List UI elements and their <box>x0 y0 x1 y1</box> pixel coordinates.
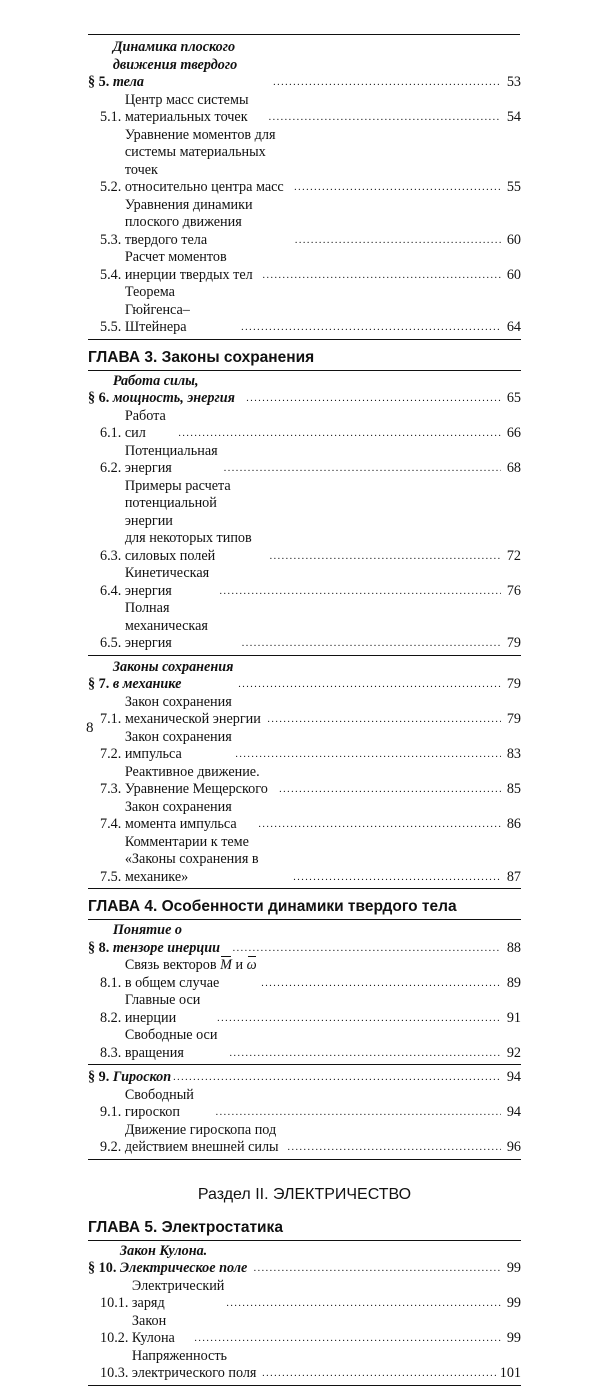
toc-entry-10-2[interactable]: 10.2. Закон Кулона . . . 99 <box>88 1313 521 1348</box>
page-ref: 76 <box>506 582 521 599</box>
toc-entry-5-3[interactable]: 5.3. Уравнения динамики плоского движения твердого тела . . . 60 <box>88 197 521 250</box>
leader-dots <box>254 1259 501 1278</box>
toc-entry-7-4[interactable]: 7.4. Закон сохранения момента импульса . . . 86 <box>88 799 521 834</box>
toc-entry-5-4[interactable]: 5.4. Расчет моментов инерции твердых тел . . . 60 <box>88 249 521 284</box>
toc-entry-6-3[interactable]: 6.3. Примеры расчета потенциальной энергии для некоторых типов силовых полей . . . 72 <box>88 478 521 566</box>
section-5-block <box>88 39 521 340</box>
toc-entry-10-3[interactable]: 10.3. Напряженность электрического поля . . . 101 <box>88 1348 521 1383</box>
leader-dots <box>230 1044 501 1063</box>
section-6-block <box>88 373 521 656</box>
chapter-4-heading: ГЛАВА 4. Особенности динамики твердого тела <box>88 897 521 920</box>
toc-entry-6-2[interactable]: 6.2. Потенциальная энергия . . . 68 <box>88 443 521 478</box>
leader-dots <box>294 178 501 197</box>
toc-entry-6-1[interactable]: 6.1. Работа сил . . . 66 <box>88 408 521 443</box>
leader-dots <box>241 318 501 337</box>
section-7-block <box>88 659 521 890</box>
page-ref: 99 <box>506 1295 521 1311</box>
toc-entry-9-1[interactable]: 9.1. Свободный гироскоп . . . 94 <box>88 1087 521 1122</box>
leader-dots <box>246 389 501 408</box>
page-ref: 86 <box>506 816 521 832</box>
section-8-block <box>88 922 521 1065</box>
leader-dots <box>226 1294 501 1313</box>
leader-dots <box>288 1138 501 1157</box>
toc-entry-section-6[interactable]: § 6. Работа силы, мощность, энергия . . . 65 <box>88 373 521 408</box>
page-ref: 94 <box>506 1069 521 1085</box>
leader-dots <box>194 1329 501 1348</box>
leader-dots <box>238 675 501 694</box>
leader-dots <box>216 1103 501 1122</box>
leader-dots <box>258 815 501 834</box>
leader-dots <box>178 424 501 443</box>
toc-entry-section-8[interactable]: § 8. Понятие о тензоре инерции . . . 88 <box>88 922 521 957</box>
top-rule <box>88 34 520 35</box>
toc-entry-8-1[interactable]: 8.1. Связь векторов M и ω в общем случае . . . 89 <box>88 957 521 992</box>
page-ref: 96 <box>506 1139 521 1155</box>
chapter-5-heading: ГЛАВА 5. Электростатика <box>88 1218 521 1241</box>
page-ref: 87 <box>506 868 521 885</box>
table-of-contents <box>88 39 521 1389</box>
toc-entry-7-1[interactable]: 7.1. Закон сохранения механической энергии . . . 79 <box>88 694 521 729</box>
toc-entry-6-4[interactable]: 6.4. Кинетическая энергия . . . 76 <box>88 565 521 600</box>
leader-dots <box>273 73 501 92</box>
toc-entry-8-2[interactable]: 8.2. Главные оси инерции . . . 91 <box>88 992 521 1027</box>
leader-dots <box>217 1009 501 1028</box>
page-ref: 60 <box>506 266 521 283</box>
page-ref: 83 <box>506 746 521 762</box>
leader-dots <box>270 547 501 566</box>
page-ref: 54 <box>506 109 521 125</box>
leader-dots <box>279 780 501 799</box>
toc-entry-7-5[interactable]: 7.5. Комментарии к теме «Законы сохранения в механике» . . . 87 <box>88 834 521 887</box>
toc-entry-5-1[interactable]: 5.1. Центр масс системы материальных точек . . . 54 <box>88 92 521 127</box>
page-ref: 79 <box>506 676 521 692</box>
toc-entry-9-2[interactable]: 9.2. Движение гироскопа под действием внешней силы . . . 96 <box>88 1122 521 1157</box>
toc-entry-5-5[interactable]: 5.5. Теорема Гюйгенса–Штейнера . . . 64 <box>88 284 521 337</box>
toc-entry-section-5[interactable]: § 5. Динамика плоского движения твердого тела . . . 53 <box>88 39 521 92</box>
section-10-block <box>88 1243 521 1386</box>
leader-dots <box>262 1364 498 1383</box>
page-ref: 64 <box>506 319 521 335</box>
page-ref: 99 <box>506 1260 521 1276</box>
page-ref: 85 <box>506 781 521 797</box>
page-number: 8 <box>86 720 94 736</box>
toc-entry-10-1[interactable]: 10.1. Электрический заряд . . . 99 <box>88 1278 521 1313</box>
chapter-3-heading: ГЛАВА 3. Законы сохранения <box>88 348 521 371</box>
vector-omega-symbol: ω <box>246 957 257 973</box>
toc-entry-5-2[interactable]: 5.2. Уравнение моментов для системы материальных точек относительно центра масс . . . 55 <box>88 127 521 197</box>
leader-dots <box>224 459 501 478</box>
leader-dots <box>173 1068 501 1087</box>
leader-dots <box>267 710 501 729</box>
toc-entry-8-3[interactable]: 8.3. Свободные оси вращения . . . 92 <box>88 1027 521 1062</box>
leader-dots <box>261 974 501 993</box>
page-ref: 89 <box>506 974 521 991</box>
toc-entry-7-3[interactable]: 7.3. Реактивное движение. Уравнение Мещерского . . . 85 <box>88 764 521 799</box>
page-ref: 60 <box>506 231 521 248</box>
page-ref: 101 <box>499 1365 521 1381</box>
page-ref: 55 <box>506 179 521 195</box>
page-ref: 91 <box>506 1009 521 1026</box>
page-ref: 79 <box>506 711 521 727</box>
page-ref: 88 <box>506 939 521 956</box>
part-2-heading: Раздел II. ЭЛЕКТРИЧЕСТВО <box>197 1185 412 1203</box>
page-ref: 94 <box>506 1104 521 1120</box>
toc-entry-section-9[interactable]: § 9. Гироскоп . . . 94 <box>88 1068 521 1087</box>
vector-m-symbol: M <box>220 957 232 973</box>
page-ref: 92 <box>506 1044 521 1061</box>
toc-entry-section-7[interactable]: § 7. Законы сохранения в механике . . . 79 <box>88 659 521 694</box>
page-ref: 53 <box>506 74 521 90</box>
leader-dots <box>293 868 501 887</box>
leader-dots <box>242 634 501 653</box>
page-ref: 65 <box>506 390 521 406</box>
leader-dots <box>235 745 501 764</box>
toc-entry-section-10[interactable]: § 10. Закон Кулона. Электрическое поле . . . 99 <box>88 1243 521 1278</box>
leader-dots <box>295 231 501 250</box>
leader-dots <box>263 266 501 285</box>
page-ref: 99 <box>506 1330 521 1346</box>
leader-dots <box>219 582 501 601</box>
section-9-block <box>88 1068 521 1160</box>
page-ref: 72 <box>506 547 521 564</box>
page-ref: 66 <box>506 425 521 441</box>
page-ref: 79 <box>506 635 521 651</box>
leader-dots <box>269 108 501 127</box>
leader-dots <box>233 939 501 958</box>
toc-entry-6-5[interactable]: 6.5. Полная механическая энергия . . . 79 <box>88 600 521 653</box>
toc-entry-7-2[interactable]: 7.2. Закон сохранения импульса . . . 83 <box>88 729 521 764</box>
page-ref: 68 <box>506 460 521 476</box>
